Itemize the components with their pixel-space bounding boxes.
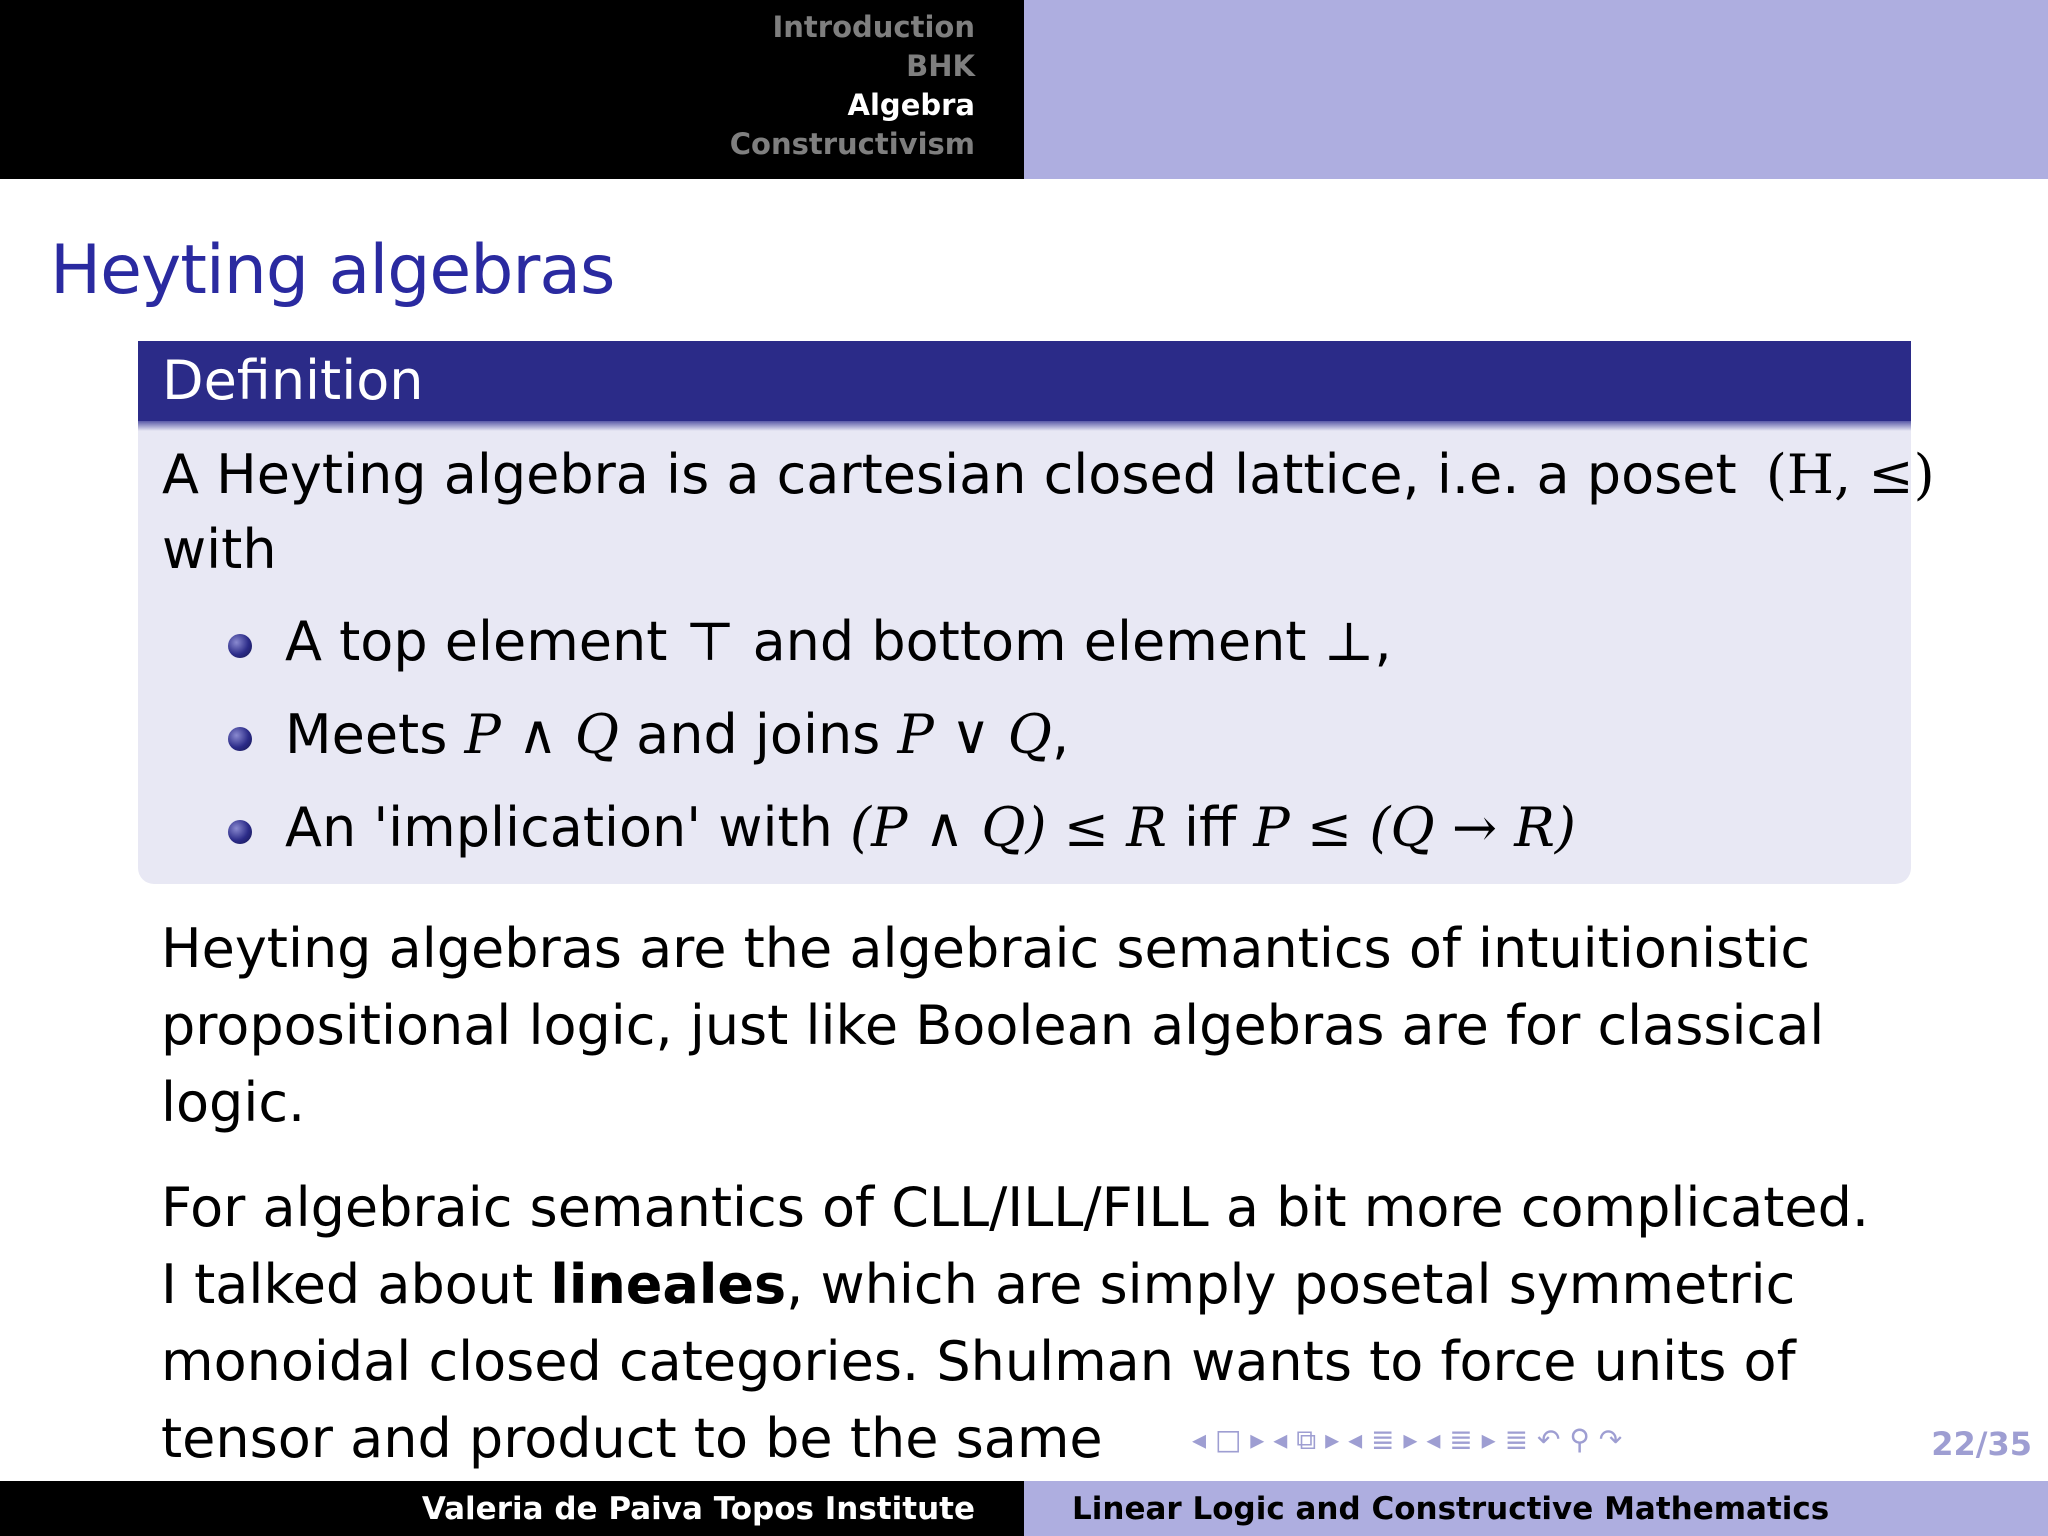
footer-right-bar xyxy=(1024,1481,2048,1536)
meet-formula: P ∧ Q xyxy=(464,703,619,766)
footer-left-bar xyxy=(0,1481,1024,1536)
definition-block xyxy=(138,341,1935,884)
header-left-bar xyxy=(0,0,1024,179)
top-symbol: ⊤ xyxy=(684,610,736,673)
beamer-navigation-icons[interactable]: ◂ □ ▸ ◂ ⧉ ▸ ◂ ≣ ▸ ◂ ≣ ▸ ≣ ↶ ⚲ ↷ xyxy=(1192,1423,1623,1456)
definition-heading: Definition xyxy=(162,349,424,412)
definition-block-header xyxy=(138,341,1911,421)
nav-section-bhk[interactable]: BHK xyxy=(906,49,975,83)
bullet-icon xyxy=(228,634,252,658)
bullet-icon xyxy=(228,727,252,751)
paragraph-lineales: For algebraic semantics of CLL/ILL/FILL a bit more complicated. I talked about lineales, which are simply posetal symmetric monoidal closed categories. Shulman wants to force units of tensor and product to be the same xyxy=(161,1176,1870,1470)
slide-title: Heyting algebras xyxy=(50,231,615,310)
definition-intro-text: A Heyting algebra is a cartesian closed lattice, i.e. a poset xyxy=(162,443,1737,506)
paragraph-heyting-semantics: Heyting algebras are the algebraic semantics of intuitionistic propositional logic, just like Boolean algebras are for classical logic. xyxy=(161,917,1825,1134)
page-number: 22/35 xyxy=(1931,1425,2032,1463)
lineales-term: lineales xyxy=(550,1253,787,1316)
implication-lhs: (P ∧ Q) ≤ R xyxy=(850,796,1167,859)
header-right-bar xyxy=(1024,0,2048,179)
list-item: An 'implication' with (P ∧ Q) ≤ R iff P ≤ (Q → R) xyxy=(162,781,1576,874)
implication-rhs: P ≤ (Q → R) xyxy=(1253,796,1576,859)
nav-section-algebra[interactable]: Algebra xyxy=(847,88,975,122)
nav-section-introduction[interactable]: Introduction xyxy=(772,10,975,44)
nav-section-constructivism[interactable]: Constructivism xyxy=(729,127,975,161)
definition-intro-continued: with xyxy=(162,518,277,581)
footer-author: Valeria de Paiva Topos Institute xyxy=(421,1491,975,1527)
list-item: A top element ⊤ and bottom element ⊥, xyxy=(162,595,1576,688)
bottom-symbol: ⊥ xyxy=(1323,610,1375,673)
bullet-icon xyxy=(228,820,252,844)
section-navigation xyxy=(730,8,975,164)
list-item: Meets P ∧ Q and joins P ∨ Q, xyxy=(162,688,1576,781)
definition-body xyxy=(162,437,1935,859)
poset-notation: (H, ≤) xyxy=(1765,443,1935,506)
join-formula: P ∨ Q xyxy=(897,703,1052,766)
definition-intro xyxy=(162,437,1935,512)
definition-bullet-list xyxy=(162,595,1576,874)
footer-talk-title: Linear Logic and Constructive Mathematics xyxy=(1072,1491,1830,1527)
